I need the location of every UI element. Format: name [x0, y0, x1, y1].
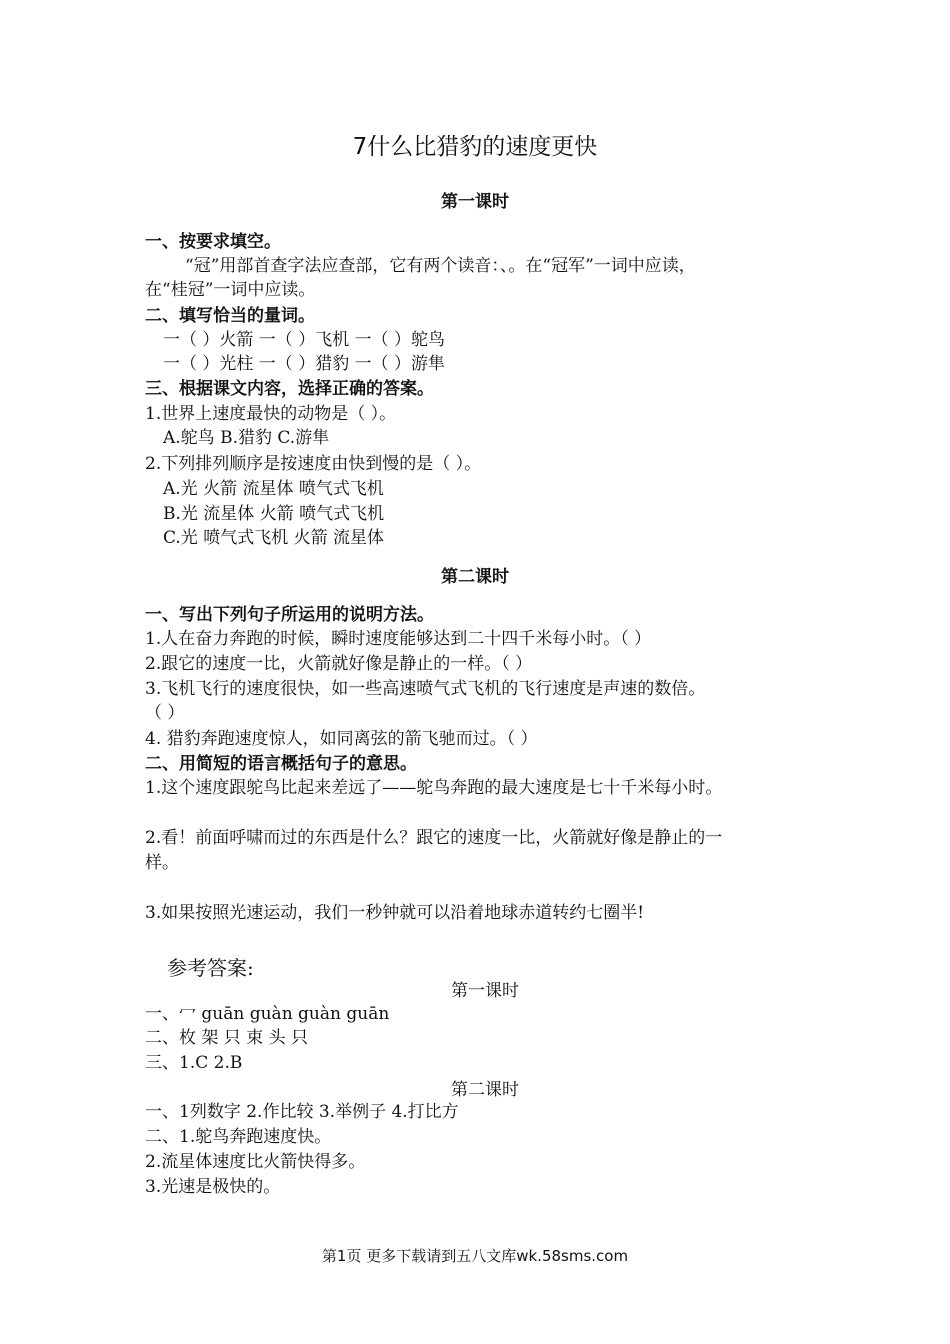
l2-q1-item1: 1.人在奋力奔跑的时候，瞬时速度能够达到二十四千米每小时。（ ）: [145, 629, 652, 649]
l2-q1-item3: 3.飞机飞行的速度很快，如一些高速喷气式飞机的飞行速度是声速的数倍。: [145, 679, 706, 699]
lesson2-heading: 第二课时: [441, 567, 509, 587]
page-title: 7什么比猎豹的速度更快: [352, 134, 598, 160]
l2-q2-item3: 3.如果按照光速运动，我们一秒钟就可以沿着地球赤道转约七圈半!: [145, 903, 645, 923]
answer-b1: 一、1列数字 2.作比较 3.举例子 4.打比方: [145, 1102, 459, 1122]
l1-q3-item1-options: A.鸵鸟 B.猎豹 C.游隼: [163, 428, 330, 448]
answer-b4: 3.光速是极快的。: [145, 1177, 281, 1197]
l1-q1-line1: “冠”用部首查字法应查部，它有两个读音：、。在“冠军”一词中应读，: [185, 256, 696, 276]
l2-q1-item4: 4. 猎豹奔跑速度惊人，如同离弦的箭飞驰而过。（ ）: [145, 729, 538, 749]
l1-q1-line2: 在“桂冠”一词中应读。: [145, 280, 316, 300]
l1-q1-title: 一、按要求填空。: [145, 232, 281, 252]
page-footer: 第1页 更多下载请到五八文库wk.58sms.com: [321, 1247, 629, 1265]
answer-a2: 二、枚 架 只 束 头 只: [145, 1028, 309, 1048]
answers-lesson1-heading: 第一课时: [451, 981, 519, 1001]
l1-q3-item2-option-b: B.光 流星体 火箭 喷气式飞机: [163, 504, 385, 524]
l1-q3-item2: 2.下列排列顺序是按速度由快到慢的是（ ）。: [145, 454, 482, 474]
l2-q1-title: 一、写出下列句子所运用的说明方法。: [145, 605, 434, 625]
answer-a1: 一、冖 guān guàn guàn guān: [145, 1004, 390, 1024]
l1-q3-item1: 1.世界上速度最快的动物是（ ）。: [145, 404, 397, 424]
l2-q1-item3-cont: （ ）: [145, 703, 185, 723]
lesson1-heading: 第一课时: [441, 192, 509, 212]
answers-label: 参考答案:: [167, 956, 254, 980]
l2-q1-item2: 2.跟它的速度一比，火箭就好像是静止的一样。（ ）: [145, 654, 533, 674]
l1-q2-title: 二、填写恰当的量词。: [145, 306, 315, 326]
l2-q2-item2-line2: 样。: [145, 853, 179, 873]
answer-b2: 二、1.鸵鸟奔跑速度快。: [145, 1127, 332, 1147]
l2-q2-title: 二、用简短的语言概括句子的意思。: [145, 754, 417, 774]
l2-q2-item1: 1.这个速度跟鸵鸟比起来差远了——鸵鸟奔跑的最大速度是七十千米每小时。: [145, 778, 723, 798]
answer-a3: 三、1.C 2.B: [145, 1053, 243, 1073]
l1-q3-title: 三、根据课文内容，选择正确的答案。: [145, 379, 434, 399]
l1-q3-item2-option-a: A.光 火箭 流星体 喷气式飞机: [163, 479, 384, 499]
l1-q2-row1: 一（ ）火箭 一（ ）飞机 一（ ）鸵鸟: [163, 330, 446, 350]
answer-b3: 2.流星体速度比火箭快得多。: [145, 1152, 366, 1172]
l1-q3-item2-option-c: C.光 喷气式飞机 火箭 流星体: [163, 528, 385, 548]
l1-q2-row2: 一（ ）光柱 一（ ）猎豹 一（ ）游隼: [163, 354, 446, 374]
answers-lesson2-heading: 第二课时: [451, 1080, 519, 1100]
l2-q2-item2-line1: 2.看！前面呼啸而过的东西是什么？跟它的速度一比，火箭就好像是静止的一: [145, 828, 723, 848]
